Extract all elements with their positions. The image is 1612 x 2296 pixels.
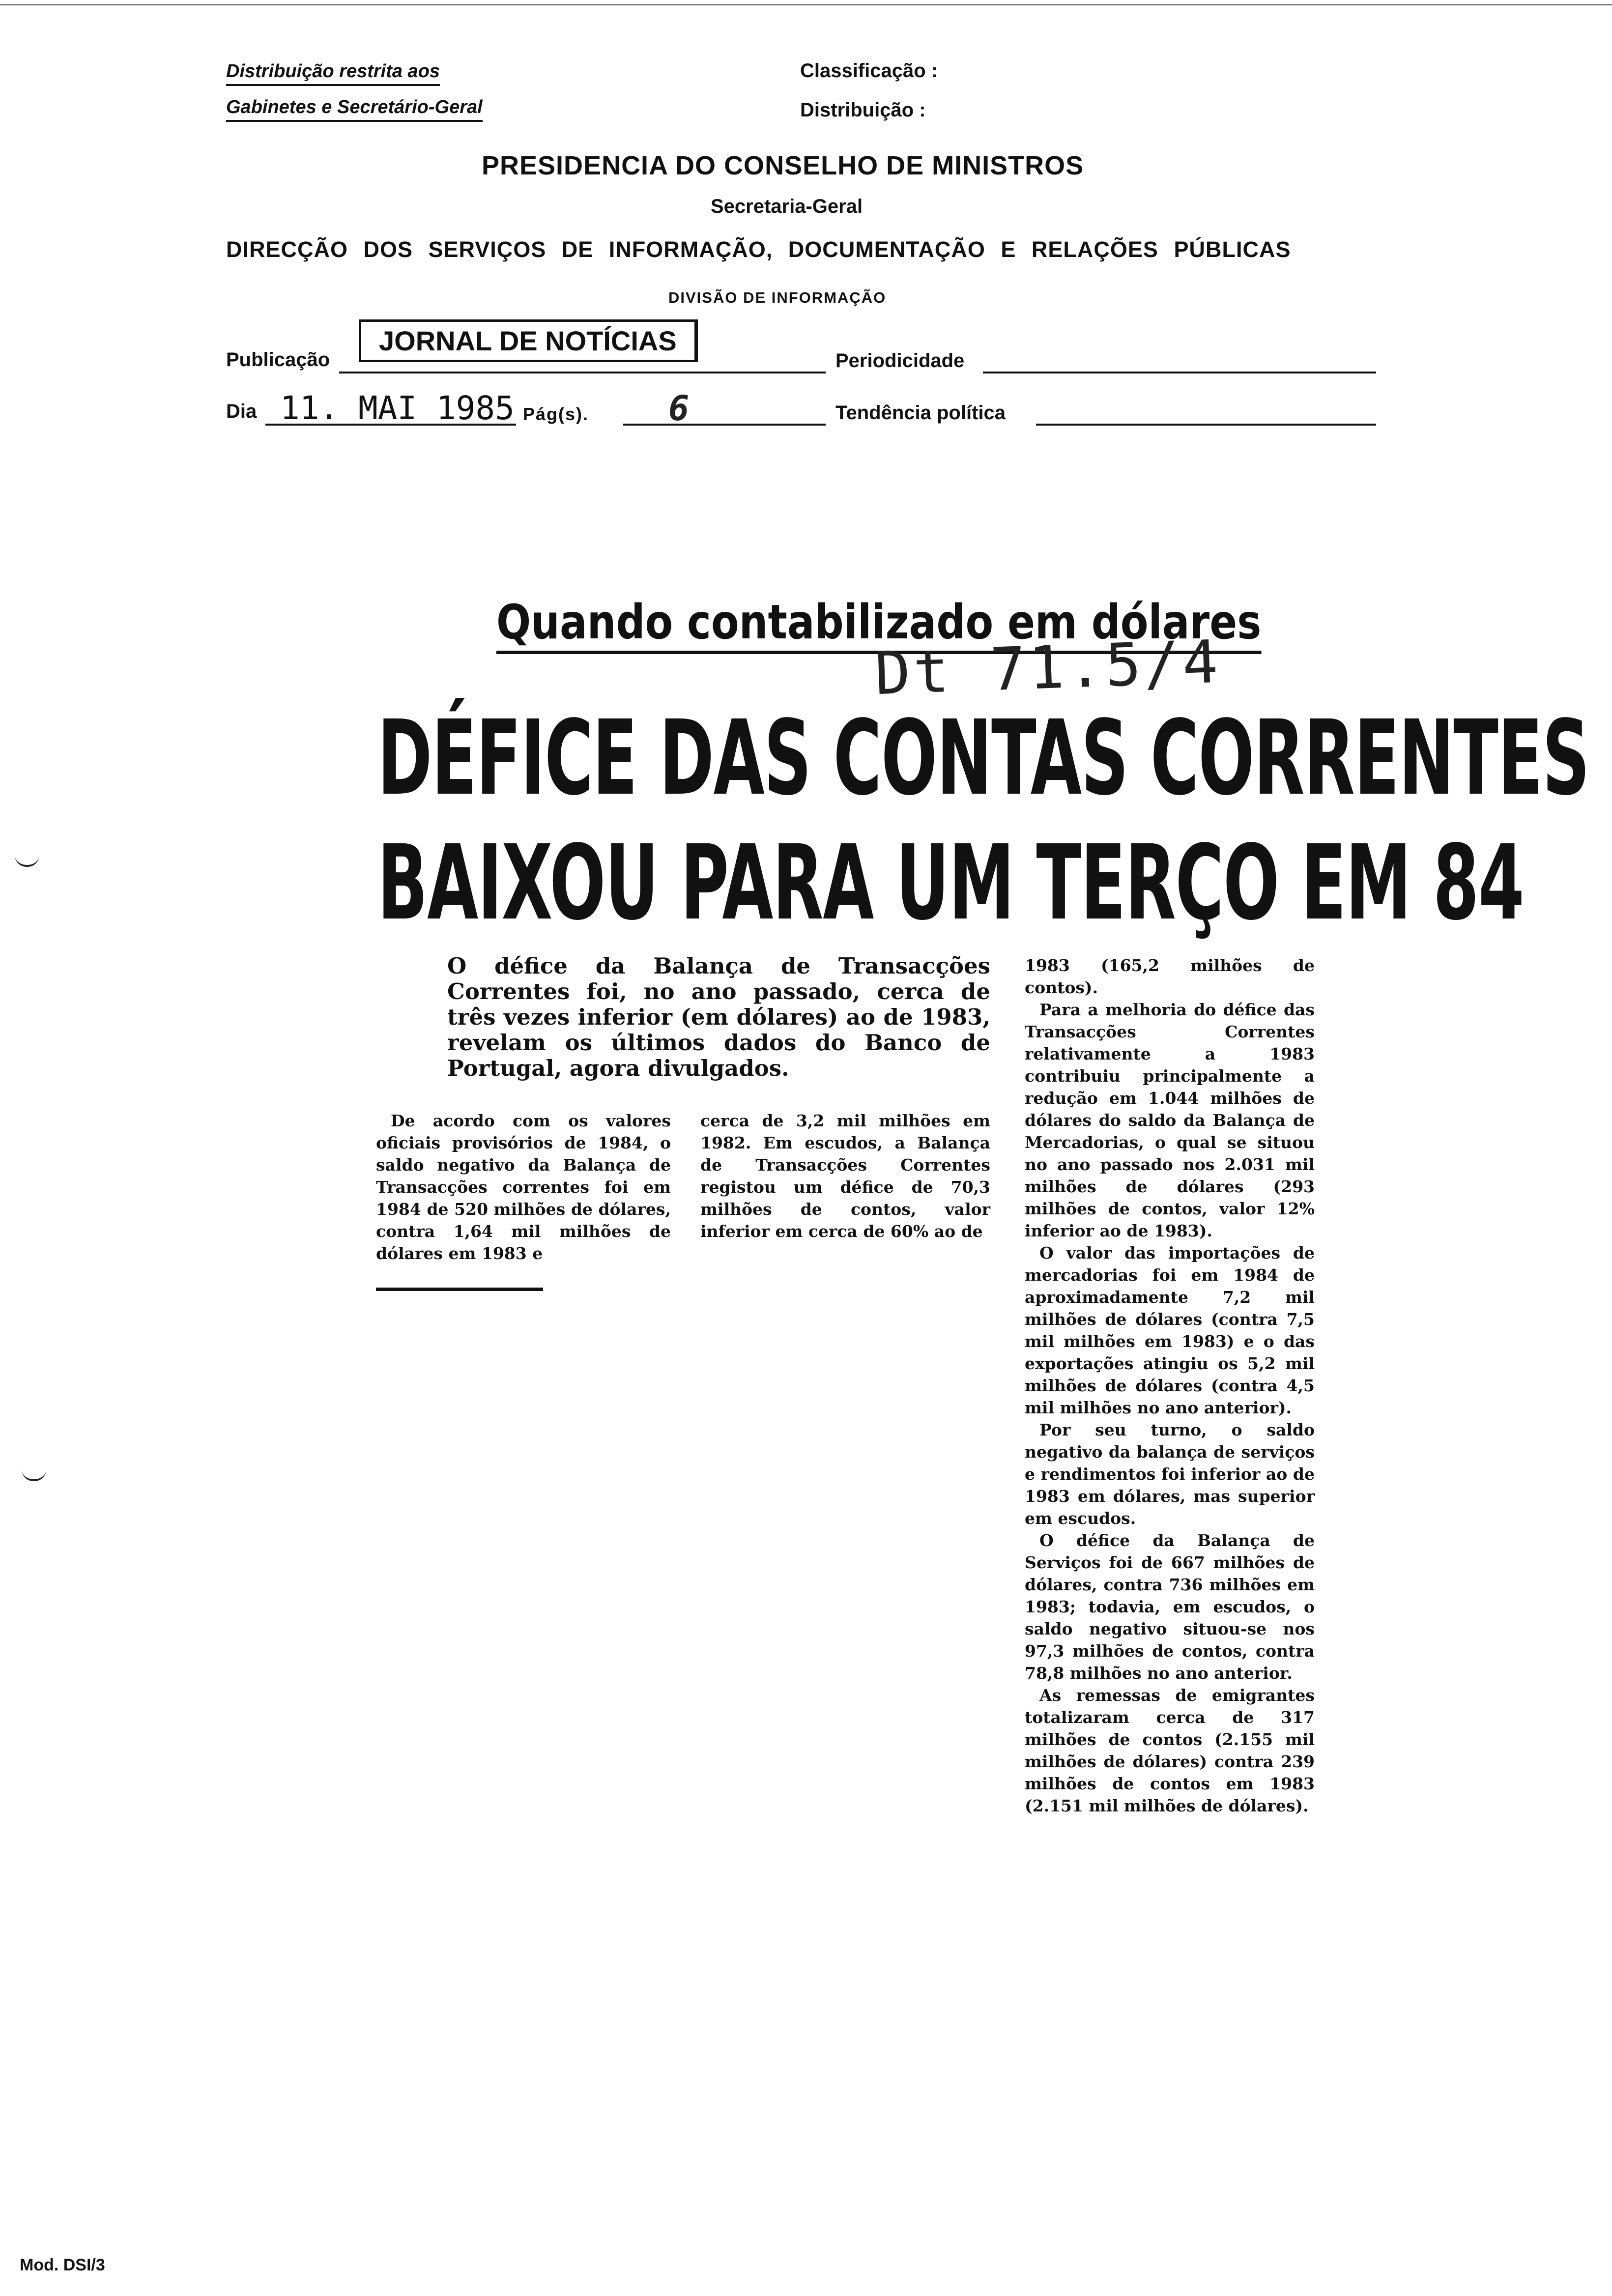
headline-line-1: DÉFICE DAS CONTAS CORRENTES <box>377 698 1589 818</box>
column-3-paragraph-3: O valor das importações de mercadorias foi em 1984 de aproximadamente 7,2 mil milhões de dólares (contra 7,5 mil milhões em 1983) e o das exportações atingiu os 5,2 mil milhões de dólares (contra 4,5 mil milhões no ano anterior). <box>1025 1243 1315 1417</box>
column-3-paragraph-6: As remessas de emigrantes totalizaram cerca de 317 milhões de contos (2.155 mil milhões de dólares) contra 239 milhões de contos em 1983 (2.151 mil milhões de dólares). <box>1025 1686 1315 1815</box>
pags-label: Pág(s). <box>523 404 589 424</box>
dia-label: Dia <box>226 401 257 422</box>
publicacao-field-line <box>339 372 826 373</box>
direction-line: DIRECÇÃO DOS SERVIÇOS DE INFORMAÇÃO, DOCUMENTAÇÃO E RELAÇÕES PÚBLICAS <box>226 237 1291 262</box>
column-end-rule <box>376 1288 543 1291</box>
column-1-paragraph: De acordo com os valores oficiais provisórios de 1984, o saldo negativo da Balança de Transacções correntes foi em 1984 de 520 milhões de dólares, contra 1,64 mil milhões de dólares em 1983 e <box>376 1111 671 1263</box>
restriction-note <box>226 61 483 122</box>
column-3-paragraph-5: O défice da Balança de Serviços foi de 667 milhões de dólares, contra 736 milhões em 1983; todavia, em escudos, o saldo negativo situou-se nos 97,3 milhões de contos, contra 78,8 milhões no ano anterior. <box>1025 1531 1315 1683</box>
distribuicao-label: Distribuição : <box>800 99 926 121</box>
article-column-3 <box>1025 954 1315 1817</box>
column-3-paragraph-2: Para a melhoria do défice das Transacções Correntes relativamente a 1983 contribuiu principalmente a redução em 1.044 milhões de dólares do saldo da Balança de Mercadorias, o qual se situou no ano passado nos 2.031 mil milhões de dólares (293 milhões de contos, valor 12% inferior ao de 1983). <box>1025 1000 1315 1240</box>
publicacao-stamp: JORNAL DE NOTÍCIAS <box>359 319 698 362</box>
margin-mark <box>22 1469 46 1481</box>
column-2-paragraph: cerca de 3,2 mil milhões em 1982. Em escudos, a Balança de Transacções Correntes registou um défice de 70,3 milhões de contos, valor inferior em cerca de 60% ao de <box>700 1111 990 1241</box>
dia-stamp: 11. MAI 1985 <box>280 389 515 427</box>
publicacao-label: Publicação <box>226 349 330 371</box>
tendencia-label: Tendência política <box>835 402 1006 424</box>
article-column-1 <box>376 1110 671 1264</box>
periodicidade-field-line <box>983 372 1376 373</box>
article-lead: O défice da Balança de Transacções Correntes foi, no ano passado, cerca de três vezes inferior (em dólares) ao de 1983, revelam os últimos dados do Banco de Portugal, agora divulgados. <box>447 953 990 1081</box>
restriction-line-2: Gabinetes e Secretário-Geral <box>226 97 483 122</box>
column-3-paragraph-1: 1983 (165,2 milhões de contos). <box>1025 956 1315 997</box>
periodicidade-label: Periodicidade <box>835 350 965 372</box>
classificacao-label: Classificação : <box>800 60 938 82</box>
scan-edge-line <box>0 4 1612 5</box>
column-3-paragraph-4: Por seu turno, o saldo negativo da balança de serviços e rendimentos foi inferior ao de 1983 em dólares, mas superior em escudos. <box>1025 1420 1315 1528</box>
org-title: PRESIDENCIA DO CONSELHO DE MINISTROS <box>482 151 1084 180</box>
article-column-2 <box>700 1110 990 1242</box>
tendencia-field-line <box>1036 424 1376 426</box>
form-code: Mod. DSI/3 <box>20 2256 105 2274</box>
margin-mark <box>15 855 39 867</box>
article-kicker: Quando contabilizado em dólares <box>496 595 1261 654</box>
pags-handwritten: 6 <box>668 388 690 429</box>
division-line: DIVISÃO DE INFORMAÇÃO <box>668 289 887 306</box>
headline-line-2: BAIXOU PARA UM TERÇO EM 84 <box>377 823 1524 943</box>
pags-field-line <box>623 424 826 426</box>
restriction-line-1: Distribuição restrita aos <box>226 61 440 86</box>
org-subtitle: Secretaria-Geral <box>711 196 863 217</box>
handwritten-reference: Dt 71.5/4 <box>873 628 1222 709</box>
